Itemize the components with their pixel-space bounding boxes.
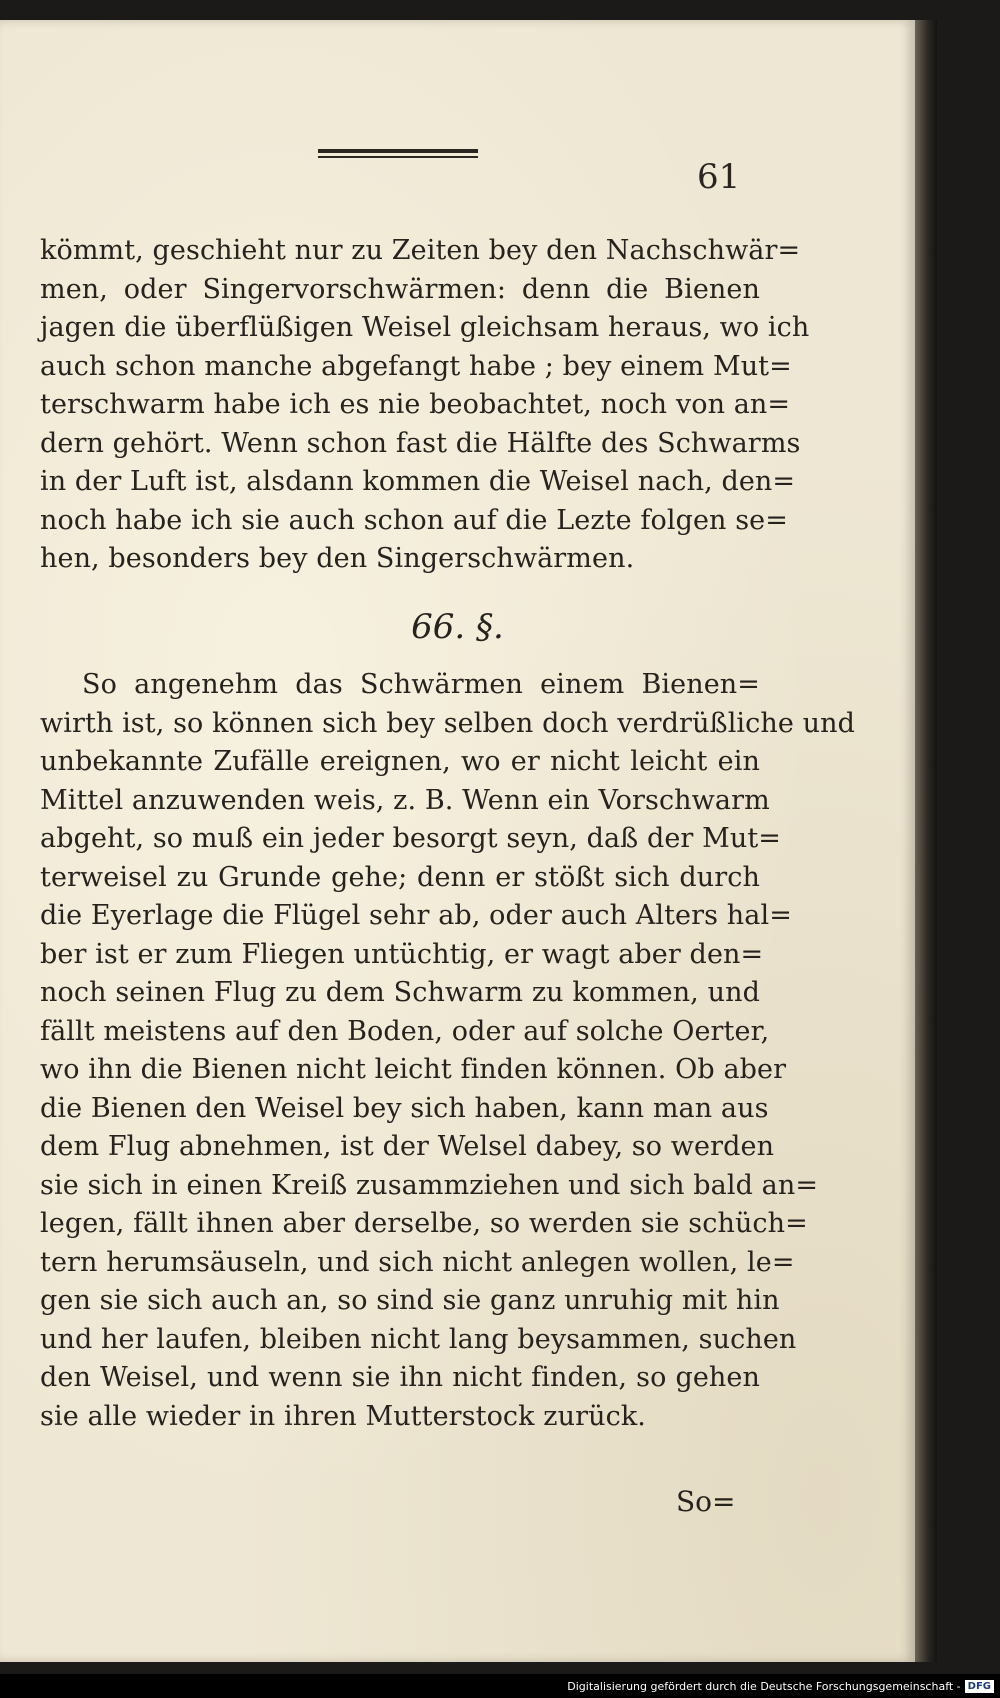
catchword: So= bbox=[676, 1485, 736, 1518]
text-line: dem Flug abnehmen, ist der Welsel dabey, so werden bbox=[40, 1131, 775, 1162]
text-line: noch habe ich sie auch schon auf die Lezte folgen se= bbox=[40, 504, 788, 536]
text-line: ber ist er zum Fliegen untüchtig, er wagt aber den= bbox=[40, 938, 764, 970]
text-line: terweisel zu Grunde gehe; denn er stößt sich durch bbox=[40, 861, 760, 893]
paragraph-1 bbox=[40, 232, 810, 579]
section-heading: 66. §. bbox=[411, 607, 504, 647]
header-rule bbox=[318, 149, 478, 159]
text-line: die Bienen den Weisel bey sich haben, kann man aus bbox=[40, 1092, 769, 1124]
text-line: unbekannte Zufälle ereignen, wo er nicht leicht ein bbox=[40, 746, 760, 777]
text-line: gen sie sich auch an, so sind sie ganz unruhig mit hin bbox=[40, 1285, 780, 1316]
footer-credit: Digitalisierung gefördert durch die Deutsche Forschungsgemeinschaft - bbox=[567, 1679, 961, 1693]
text-line: legen, fällt ihnen aber derselbe, so werden sie schüch= bbox=[40, 1208, 808, 1239]
text-line: jagen die überflüßigen Weisel gleichsam heraus, wo ich bbox=[40, 312, 810, 343]
text-line: Mittel anzuwenden weis, z. B. Wenn ein Vorschwarm bbox=[40, 784, 770, 816]
text-line: men, oder Singervorschwärmen: denn die Bienen bbox=[40, 273, 760, 305]
text-line: abgeht, so muß ein jeder besorgt seyn, daß der Mut= bbox=[40, 823, 782, 854]
text-line: fällt meistens auf den Boden, oder auf solche Oerter, bbox=[40, 1015, 770, 1047]
text-line: die Eyerlage die Flügel sehr ab, oder auch Alters hal= bbox=[40, 900, 792, 931]
text-line: tern herumsäuseln, und sich nicht anlegen wollen, le= bbox=[40, 1246, 795, 1278]
dfg-logo: DFG bbox=[965, 1680, 994, 1693]
text-line: sie sich in einen Kreiß zusammziehen und sich bald an= bbox=[40, 1169, 819, 1201]
digitization-footer bbox=[0, 1674, 1000, 1698]
text-line: wo ihn die Bienen nicht leicht finden können. Ob aber bbox=[40, 1054, 787, 1085]
text-line: hen, besonders bey den Singerschwärmen. bbox=[40, 543, 635, 574]
text-line: den Weisel, und wenn sie ihn nicht finden, so gehen bbox=[40, 1362, 760, 1393]
text-line: kömmt, geschieht nur zu Zeiten bey den Nachschwär= bbox=[40, 235, 801, 266]
text-line: und her laufen, bleiben nicht lang beysammen, suchen bbox=[40, 1323, 797, 1355]
page-number: 61 bbox=[697, 157, 741, 197]
paragraph-2 bbox=[40, 666, 855, 1436]
text-line: auch schon manche abgefangt habe ; bey einem Mut= bbox=[40, 350, 792, 382]
book-page bbox=[0, 20, 915, 1662]
text-line: wirth ist, so können sich bey selben doch verdrüßliche und bbox=[40, 707, 855, 739]
text-line: in der Luft ist, alsdann kommen die Weisel nach, den= bbox=[40, 466, 796, 497]
text-line: So angenehm das Schwärmen einem Bienen= bbox=[82, 669, 760, 700]
text-line: dern gehört. Wenn schon fast die Hälfte des Schwarms bbox=[40, 427, 801, 459]
text-line: sie alle wieder in ihren Mutterstock zurück. bbox=[40, 1400, 646, 1432]
text-line: noch seinen Flug zu dem Schwarm zu kommen, und bbox=[40, 977, 760, 1008]
text-line: terschwarm habe ich es nie beobachtet, noch von an= bbox=[40, 389, 791, 420]
